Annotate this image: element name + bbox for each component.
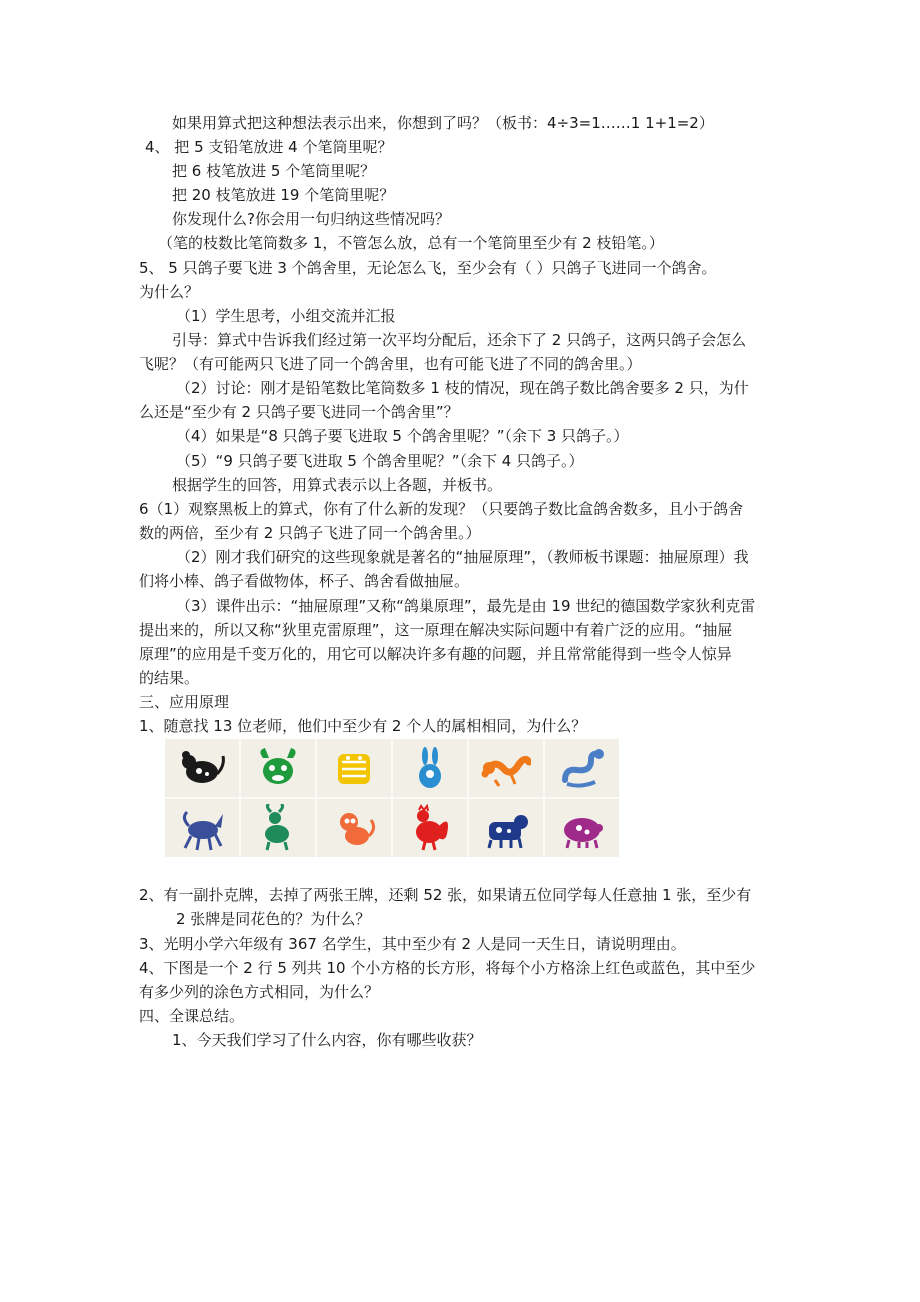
text-line: 引导：算式中告诉我们经过第一次平均分配后，还余下了 2 只鸽子，这两只鸽子会怎么: [172, 331, 747, 349]
exercise-2: 2、有一副扑克牌，去掉了两张王牌，还剩 52 张，如果请五位同学每人任意抽 1 张，至少有: [139, 886, 752, 904]
text-line: 把 20 枝笔放进 19 个笔筒里呢？: [172, 186, 395, 204]
zodiac-cell: [317, 799, 392, 857]
zodiac-cell: [545, 799, 620, 857]
text-line: 你发现什么?你会用一句归纳这些情况吗？: [172, 210, 450, 228]
rabbit-icon: [405, 744, 455, 792]
text-line: 把 6 枝笔放进 5 个笔筒里呢？: [172, 162, 376, 180]
section-heading: 三、应用原理: [139, 693, 230, 711]
text-line: 数的两倍，至少有 2 只鸽子飞进了同一个鸽舍里。）: [139, 524, 481, 542]
text-line: 提出来的，所以又称“狄里克雷原理”，这一原理在解决实际问题中有着广泛的应用。“抽屉: [139, 621, 733, 639]
zodiac-cell: [165, 799, 240, 857]
text-line: （5）“9 只鸽子要飞进取 5 个鸽舍里呢？”（余下 4 只鸽子。）: [176, 452, 584, 470]
text-line: 飞呢？（有可能两只飞进了同一个鸽舍里，也有可能飞进了不同的鸽舍里。）: [139, 355, 642, 373]
text-line: （2）刚才我们研究的这些现象就是著名的“抽屉原理”，（教师板书课题：抽屉原理）我: [176, 548, 749, 566]
text-line: 根据学生的回答，用算式表示以上各题，并板书。: [172, 476, 503, 494]
exercise-1: 1、随意找 13 位老师，他们中至少有 2 个人的属相相同，为什么？: [139, 717, 587, 735]
tiger-icon: [329, 744, 379, 792]
zodiac-cell: [317, 739, 392, 797]
zodiac-cell: [393, 799, 468, 857]
ox-icon: [253, 744, 303, 792]
text-line: 如果用算式把这种想法表示出来，你想到了吗？（板书：4÷3=1……1 1+1=2）: [172, 114, 714, 132]
question-6: 6（1）观察黑板上的算式，你有了什么新的发现？（只要鸽子数比盒鸽舍数多，且小于鸽舍: [139, 500, 744, 518]
text-line: （4）如果是“8 只鸽子要飞进取 5 个鸽舍里呢？”（余下 3 只鸽子。）: [176, 427, 629, 445]
pig-icon: [557, 804, 607, 852]
text-line: 2 张牌是同花色的？为什么？: [176, 910, 371, 928]
text-line: （2）讨论：刚才是铅笔数比笔筒数多 1 枝的情况，现在鸽子数比鸽舍要多 2 只，为什: [176, 379, 749, 397]
zodiac-image-grid: [165, 739, 619, 857]
text-line: （3）课件出示：“抽屉原理”又称“鸽巢原理”，最先是由 19 世纪的德国数学家狄利克雷: [176, 597, 756, 615]
zodiac-cell: [241, 739, 316, 797]
question-5: 5、 5 只鸽子要飞进 3 个鸽舍里，无论怎么飞，至少会有（ ）只鸽子飞进同一个鸽舍。: [139, 259, 717, 277]
text-line: 为什么？: [139, 283, 200, 301]
zodiac-cell: [241, 799, 316, 857]
text-line: （笔的枝数比笔筒数多 1，不管怎么放，总有一个笔筒里至少有 2 枝铅笔。）: [158, 234, 664, 252]
text-line: 1、今天我们学习了什么内容，你有哪些收获？: [172, 1031, 482, 1049]
text-line: 原理”的应用是千变万化的，用它可以解决许多有趣的问题，并且常常能得到一些令人惊异: [139, 645, 732, 663]
exercise-4: 4、下图是一个 2 行 5 列共 10 个小方格的长方形，将每个小方格涂上红色或蓝色，其中至少: [139, 959, 756, 977]
grid-divider: [165, 797, 619, 799]
dog-icon: [481, 804, 531, 852]
snake-icon: [557, 744, 607, 792]
rooster-icon: [405, 804, 455, 852]
monkey-icon: [329, 804, 379, 852]
text-line: 们将小棒、鸽子看做物体，杯子、鸽舍看做抽屉。: [139, 572, 470, 590]
question-4: 4、 把 5 支铅笔放进 4 个笔筒里呢？: [145, 138, 393, 156]
zodiac-cell: [165, 739, 240, 797]
rat-icon: [177, 744, 227, 792]
zodiac-cell: [469, 739, 544, 797]
text-line: （1）学生思考，小组交流并汇报: [176, 307, 396, 325]
text-line: 有多少列的涂色方式相同，为什么？: [139, 983, 380, 1001]
dragon-icon: [481, 744, 531, 792]
zodiac-cell: [469, 799, 544, 857]
section-heading: 四、全课总结。: [139, 1007, 245, 1025]
text-line: 么还是“至少有 2 只鸽子要飞进同一个鸽舍里”？: [139, 403, 459, 421]
horse-icon: [177, 804, 227, 852]
exercise-3: 3、光明小学六年级有 367 名学生，其中至少有 2 人是同一天生日，请说明理由。: [139, 935, 686, 953]
text-line: 的结果。: [139, 669, 200, 687]
zodiac-cell: [545, 739, 620, 797]
goat-icon: [253, 804, 303, 852]
zodiac-cell: [393, 739, 468, 797]
